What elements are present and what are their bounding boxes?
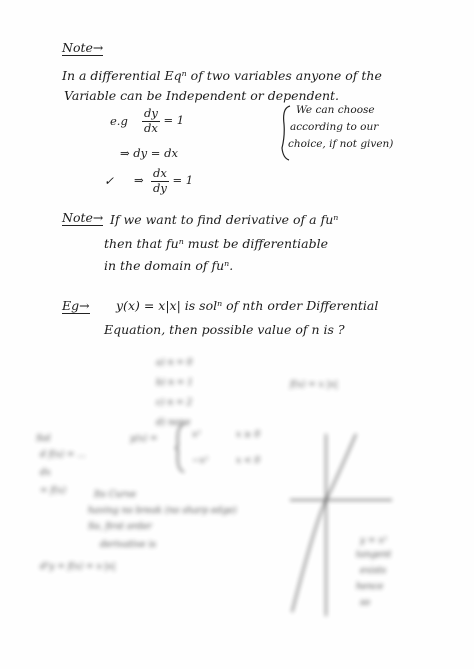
bracket-icon [280,104,294,162]
example-text-line: y(x) = x|x| is solⁿ of nth order Differential [116,298,379,313]
note-heading: Note→ [62,40,104,55]
equation-dx-dy: ⇒ $\frac{dx}{dy}$ = 1 [134,166,194,195]
note-heading: Note→ [62,210,104,225]
note-text-line: in the domain of fuⁿ. [104,258,234,273]
note-text-line: then that fuⁿ must be differentiable [104,236,328,251]
example-text-line: Equation, then possible value of n is ? [104,322,345,337]
check-mark-icon: ✓ [104,174,115,188]
note-text-line: Variable can be Independent or dependent. [64,88,340,103]
blurred-region: a) n = 0 b) n = 1 c) n = 2 d) none f(x) = x |x| Sol d f(x) = ... dx = f(x) y(x) = x² −x² x ≥ 0 x < 0 Its Curve having no break (no sharp edge) So, first order derivative is d²y = f(x) = x·|x| y = x² tangent exists hence so [0,350,474,669]
aside-text-line: according to our [290,121,379,133]
equation-dy-equals-dx: ⇒ dy = dx [120,146,178,160]
aside-text-line: We can choose [296,104,375,116]
note-text-line: If we want to find derivative of a fuⁿ [110,212,339,227]
aside-text-line: choice, if not given) [288,138,394,150]
example-label: e.g [110,114,128,128]
equation-dy-dx: $\frac{dy}{dx}$ = 1 [144,106,185,135]
example-heading: Eg→ [62,298,90,313]
note-text-line: In a differential Eqⁿ of two variables anyone of the [62,68,382,83]
